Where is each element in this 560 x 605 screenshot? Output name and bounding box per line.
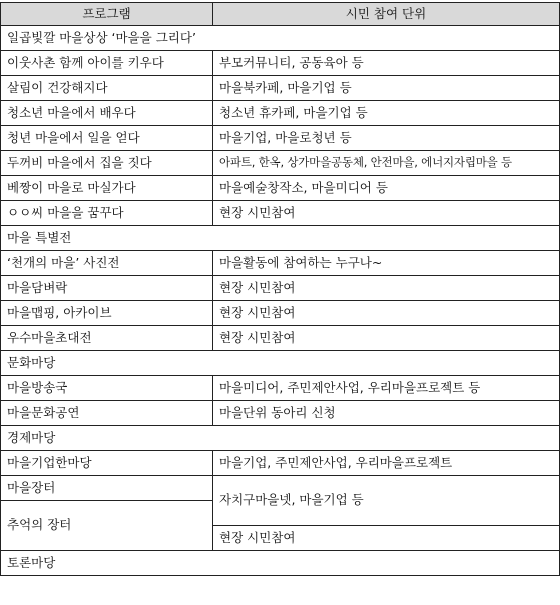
- unit-cell: 현장 시민참여: [213, 301, 560, 326]
- program-cell: 마을방송국: [1, 376, 213, 401]
- section-title: 토론마당: [1, 551, 560, 576]
- unit-cell: 부모커뮤니티, 공동육아 등: [213, 51, 560, 76]
- table-row: [1, 301, 560, 326]
- section-row: [1, 351, 560, 376]
- table-row: [1, 476, 560, 501]
- section-row: [1, 551, 560, 576]
- header-participation-unit: 시민 참여 단위: [213, 3, 560, 26]
- unit-cell: 마을기업, 주민제안사업, 우리마을프로젝트: [213, 451, 560, 476]
- section-title: 일곱빛깔 마을상상 ‘마을을 그리다’: [1, 26, 560, 51]
- table-row: [1, 151, 560, 176]
- section-title: 문화마당: [1, 351, 560, 376]
- program-cell: 추억의 장터: [1, 501, 213, 551]
- program-cell: 베짱이 마을로 마실가다: [1, 176, 213, 201]
- table-row: [1, 451, 560, 476]
- table-row: [1, 76, 560, 101]
- table-row: [1, 201, 560, 226]
- unit-cell: 마을기업, 마을로청년 등: [213, 126, 560, 151]
- program-cell: 마을장터: [1, 476, 213, 501]
- table-row: [1, 401, 560, 426]
- table-row: [1, 276, 560, 301]
- program-cell: 마을맵핑, 아카이브: [1, 301, 213, 326]
- section-title: 마을 특별전: [1, 226, 560, 251]
- unit-cell: 아파트, 한옥, 상가마을공동체, 안전마을, 에너지자립마을 등: [213, 151, 560, 176]
- program-cell: 청년 마을에서 일을 얻다: [1, 126, 213, 151]
- section-row: [1, 26, 560, 51]
- program-cell: 마을담벼락: [1, 276, 213, 301]
- unit-cell: 마을미디어, 주민제안사업, 우리마을프로젝트 등: [213, 376, 560, 401]
- program-cell: 마을문화공연: [1, 401, 213, 426]
- unit-cell: 자치구마을넷, 마을기업 등: [213, 476, 560, 526]
- unit-cell: 현장 시민참여: [213, 276, 560, 301]
- header-program: 프로그램: [1, 3, 213, 26]
- section-row: [1, 426, 560, 451]
- unit-cell: 현장 시민참여: [213, 326, 560, 351]
- table-row: [1, 126, 560, 151]
- table-row: [1, 251, 560, 276]
- table-row: [1, 376, 560, 401]
- table-header-row: [1, 3, 560, 26]
- program-cell: 두꺼비 마을에서 집을 짓다: [1, 151, 213, 176]
- section-row: [1, 226, 560, 251]
- table-row: [1, 176, 560, 201]
- unit-cell: 마을활동에 참여하는 누구나~: [213, 251, 560, 276]
- program-cell: 우수마을초대전: [1, 326, 213, 351]
- program-table: [0, 2, 560, 576]
- program-cell: 마을기업한마당: [1, 451, 213, 476]
- unit-cell: 마을예술창작소, 마을미디어 등: [213, 176, 560, 201]
- table-row: [1, 326, 560, 351]
- program-cell: 청소년 마을에서 배우다: [1, 101, 213, 126]
- unit-cell: 마을단위 동아리 신청: [213, 401, 560, 426]
- unit-cell: 청소년 휴카페, 마을기업 등: [213, 101, 560, 126]
- section-title: 경제마당: [1, 426, 560, 451]
- program-cell: 살림이 건강해지다: [1, 76, 213, 101]
- unit-cell: 현장 시민참여: [213, 201, 560, 226]
- program-cell: ‘천개의 마을’ 사진전: [1, 251, 213, 276]
- table-row: [1, 101, 560, 126]
- table-row: [1, 51, 560, 76]
- program-cell: ㅇㅇ씨 마을을 꿈꾸다: [1, 201, 213, 226]
- program-cell: 이웃사촌 함께 아이를 키우다: [1, 51, 213, 76]
- unit-cell: 현장 시민참여: [213, 526, 560, 551]
- unit-cell: 마을북카페, 마을기업 등: [213, 76, 560, 101]
